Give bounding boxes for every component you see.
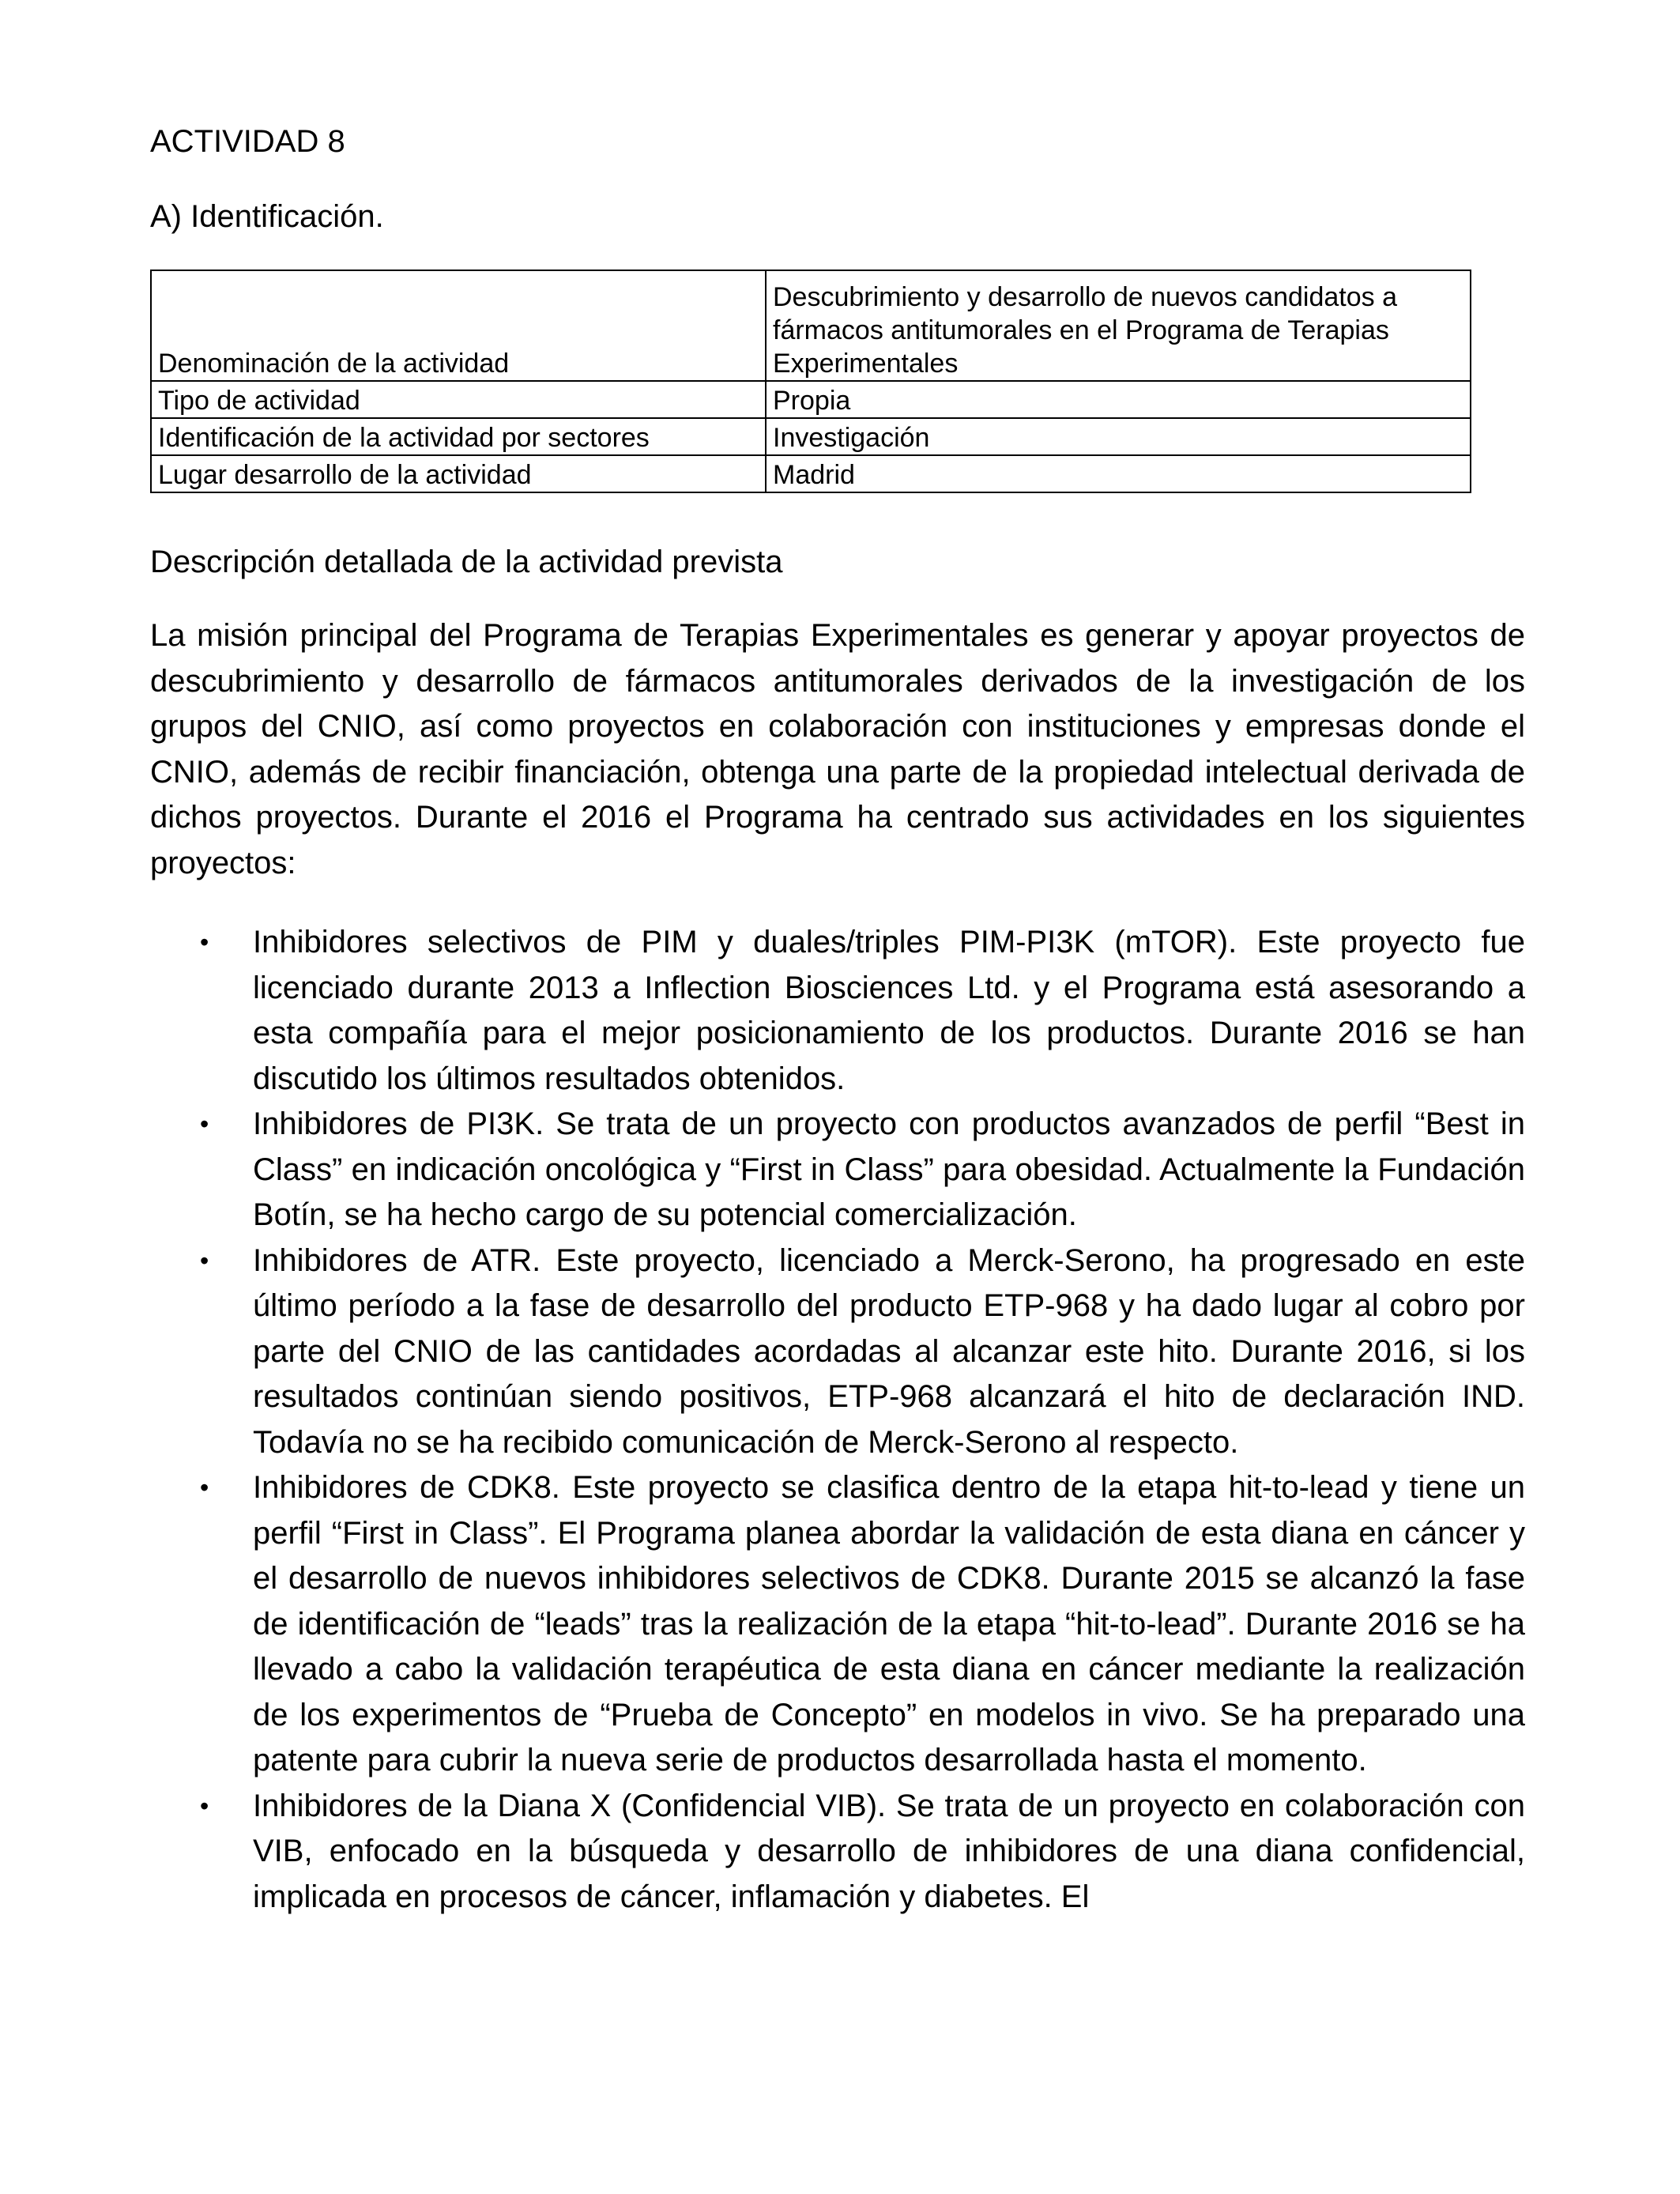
- list-item: [150, 920, 1525, 1102]
- list-item: [150, 1784, 1525, 1921]
- list-item-text: Inhibidores de la Diana X (Confidencial VIB). Se trata de un proyecto en colaboración con VIB, enfocado en la búsqueda y desarrollo de inhibidores de una diana confidencial, implicada en procesos de cáncer, inflamación y diabetes. El: [253, 1788, 1525, 1914]
- list-item: [150, 1102, 1525, 1238]
- list-item-text: Inhibidores selectivos de PIM y duales/triples PIM-PI3K (mTOR). Este proyecto fue licenciado durante 2013 a Inflection Biosciences Ltd. y el Programa está asesorando a esta compañía para el mejor posicionamiento de los productos. Durante 2016 se han discutido los últimos resultados obtenidos.: [253, 925, 1525, 1096]
- identification-table: [150, 270, 1471, 493]
- projects-list: [150, 920, 1525, 1920]
- table-cell-value: Descubrimiento y desarrollo de nuevos candidatos a fármacos antitumorales en el Programa de Terapias Experimentales: [766, 270, 1471, 381]
- table-cell-label: Identificación de la actividad por sectores: [151, 418, 766, 455]
- bullet-icon: •: [200, 1246, 209, 1275]
- list-item: [150, 1238, 1525, 1466]
- table-row: [151, 418, 1471, 455]
- page-title: ACTIVIDAD 8: [150, 124, 345, 159]
- list-item: [150, 1465, 1525, 1784]
- table-row: [151, 270, 1471, 381]
- bullet-icon: •: [200, 1473, 209, 1502]
- table-row: [151, 381, 1471, 418]
- description-heading: Descripción detallada de la actividad prevista: [150, 545, 783, 579]
- table-cell-value: Propia: [766, 381, 1471, 418]
- list-item-text: Inhibidores de ATR. Este proyecto, licenciado a Merck-Serono, ha progresado en este último período a la fase de desarrollo del producto ETP-968 y ha dado lugar al cobro por parte del CNIO de las cantidades acordadas al alcanzar este hito. Durante 2016, si los resultados continúan siendo positivos, ETP-968 alcanzará el hito de declaración IND. Todavía no se ha recibido comunicación de Merck-Serono al respecto.: [253, 1242, 1525, 1460]
- intro-paragraph: La misión principal del Programa de Terapias Experimentales es generar y apoyar proyectos de descubrimiento y desarrollo de fármacos antitumorales derivados de la investigación de los grupos del CNIO, así como proyectos en colaboración con instituciones y empresas donde el CNIO, además de recibir financiación, obtenga una parte de la propiedad intelectual derivada de dichos proyectos. Durante el 2016 el Programa ha centrado sus actividades en los siguientes proyectos:: [150, 618, 1525, 880]
- table-cell-value: Investigación: [766, 418, 1471, 455]
- bullet-icon: •: [200, 1791, 209, 1820]
- table-cell-value: Madrid: [766, 455, 1471, 492]
- list-item-text: Inhibidores de PI3K. Se trata de un proyecto con productos avanzados de perfil “Best in Class” en indicación oncológica y “First in Class” para obesidad. Actualmente la Fundación Botín, se ha hecho cargo de su potencial comercialización.: [253, 1106, 1525, 1232]
- section-heading-identification: A) Identificación.: [150, 199, 384, 234]
- table-cell-label: Tipo de actividad: [151, 381, 766, 418]
- list-item-text: Inhibidores de CDK8. Este proyecto se clasifica dentro de la etapa hit-to-lead y tiene un perfil “First in Class”. El Programa planea abordar la validación de esta diana en cáncer y el desarrollo de nuevos inhibidores selectivos de CDK8. Durante 2015 se alcanzó la fase de identificación de “leads” tras la realización de la etapa “hit-to-lead”. Durante 2016 se ha llevado a cabo la validación terapéutica de esta diana en cáncer mediante la realización de los experimentos de “Prueba de Concepto” en modelos in vivo. Se ha preparado una patente para cubrir la nueva serie de productos desarrollada hasta el momento.: [253, 1470, 1525, 1777]
- bullet-icon: •: [200, 1110, 209, 1138]
- table-cell-label: Denominación de la actividad: [151, 270, 766, 381]
- bullet-icon: •: [200, 928, 209, 956]
- table-cell-label: Lugar desarrollo de la actividad: [151, 455, 766, 492]
- table-row: [151, 455, 1471, 492]
